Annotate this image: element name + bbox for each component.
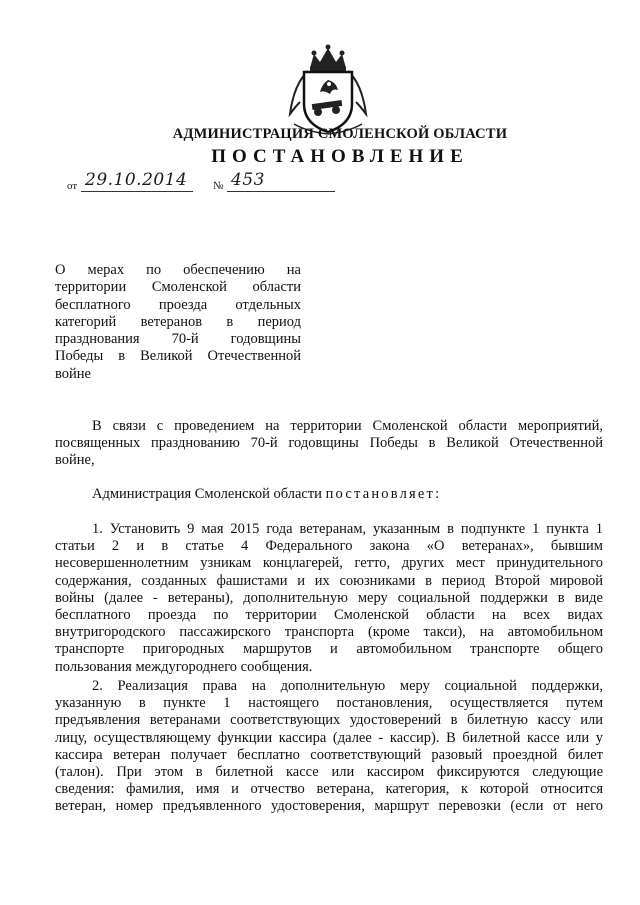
number-handwritten: 453 xyxy=(231,170,265,190)
document-subject xyxy=(55,262,301,383)
paragraph-line: пользования междугороднего сообщения. xyxy=(55,658,313,675)
date-handwritten: 29.10.2014 xyxy=(85,170,188,190)
coat-of-arms-emblem xyxy=(284,44,372,136)
paragraph-line: (талон). При этом в билетной кассе или кассиром фиксируются следующие xyxy=(55,764,603,781)
subject-line: войне xyxy=(55,365,91,382)
paragraph-2 xyxy=(55,678,603,816)
subject-line: Победы в Великой Отечественной xyxy=(55,348,301,365)
paragraph-line: внутригородского пассажирского транспорта (кроме такси), на автомобильном xyxy=(55,624,603,641)
document-type-title: ПОСТАНОВЛЕНИЕ xyxy=(211,146,469,167)
date-label: от xyxy=(67,180,78,192)
subject-line: празднования 70-й годовщины xyxy=(55,331,301,348)
paragraph-line: бесплатного проезда по территории Смоленской области на всех видах xyxy=(55,607,603,624)
paragraph-line: транспорте пригородных маршрутов и автомобильном транспорте общего xyxy=(55,641,603,658)
paragraph-1 xyxy=(55,521,603,676)
paragraph-line: 2. Реализация права на дополнительную меру социальной поддержки, xyxy=(92,678,603,694)
paragraph-line: ветеран, номер предъявленного удостоверения, маршрут перевозки (если от него xyxy=(55,798,603,815)
date-underline xyxy=(81,191,193,192)
paragraph-line: указанную в пункте 1 настоящего постановления, осуществляется путем xyxy=(55,695,603,712)
paragraph-line: предъявления ветеранами соответствующих удостоверений в билетную кассу или xyxy=(55,712,603,729)
paragraph-line: содержания, созданных фашистами и их союзниками в период Второй мировой xyxy=(55,572,603,589)
subject-line: категорий ветеранов в период xyxy=(55,313,301,330)
resolves-line xyxy=(55,486,603,503)
subject-line: О мерах по обеспечению на xyxy=(55,262,301,278)
paragraph-line: лицу, осуществляющему функции кассира (далее - кассир). В билетной кассе или у xyxy=(55,729,603,746)
preamble-line: В связи с проведением на территории Смоленской области мероприятий, xyxy=(92,418,603,434)
subject-line: бесплатного проезда отдельных xyxy=(55,296,301,313)
resolves-word: постановляет: xyxy=(325,486,442,502)
resolves-prefix: Администрация Смоленской области xyxy=(92,486,326,502)
preamble-paragraph xyxy=(55,418,603,470)
paragraph-line: 1. Установить 9 мая 2015 года ветеранам, указанным в подпункте 1 пункта 1 xyxy=(92,521,603,537)
number-label: № xyxy=(213,180,224,192)
paragraph-line: кассира ветеран получает бесплатно соответствующий разовый проездной билет xyxy=(55,746,603,763)
paragraph-line: войны (далее - ветераны), дополнительную меру социальной поддержки в виде xyxy=(55,589,603,606)
paragraph-line: статьи 2 и в статье 4 Федерального закона «О ветеранах», бывшим xyxy=(55,538,603,555)
preamble-line: посвященных празднованию 70-й годовщины Победы в Великой Отечественной xyxy=(55,435,603,452)
organization-title: АДМИНИСТРАЦИЯ СМОЛЕНСКОЙ ОБЛАСТИ xyxy=(172,126,508,142)
number-underline xyxy=(227,191,335,192)
subject-line: территории Смоленской области xyxy=(55,279,301,296)
preamble-line: войне, xyxy=(55,452,95,469)
paragraph-line: несовершеннолетним узникам концлагерей, гетто, других мест принудительного xyxy=(55,555,603,572)
paragraph-line: сведения: фамилия, имя и отчество ветерана, категория, к которой относится xyxy=(55,781,603,798)
